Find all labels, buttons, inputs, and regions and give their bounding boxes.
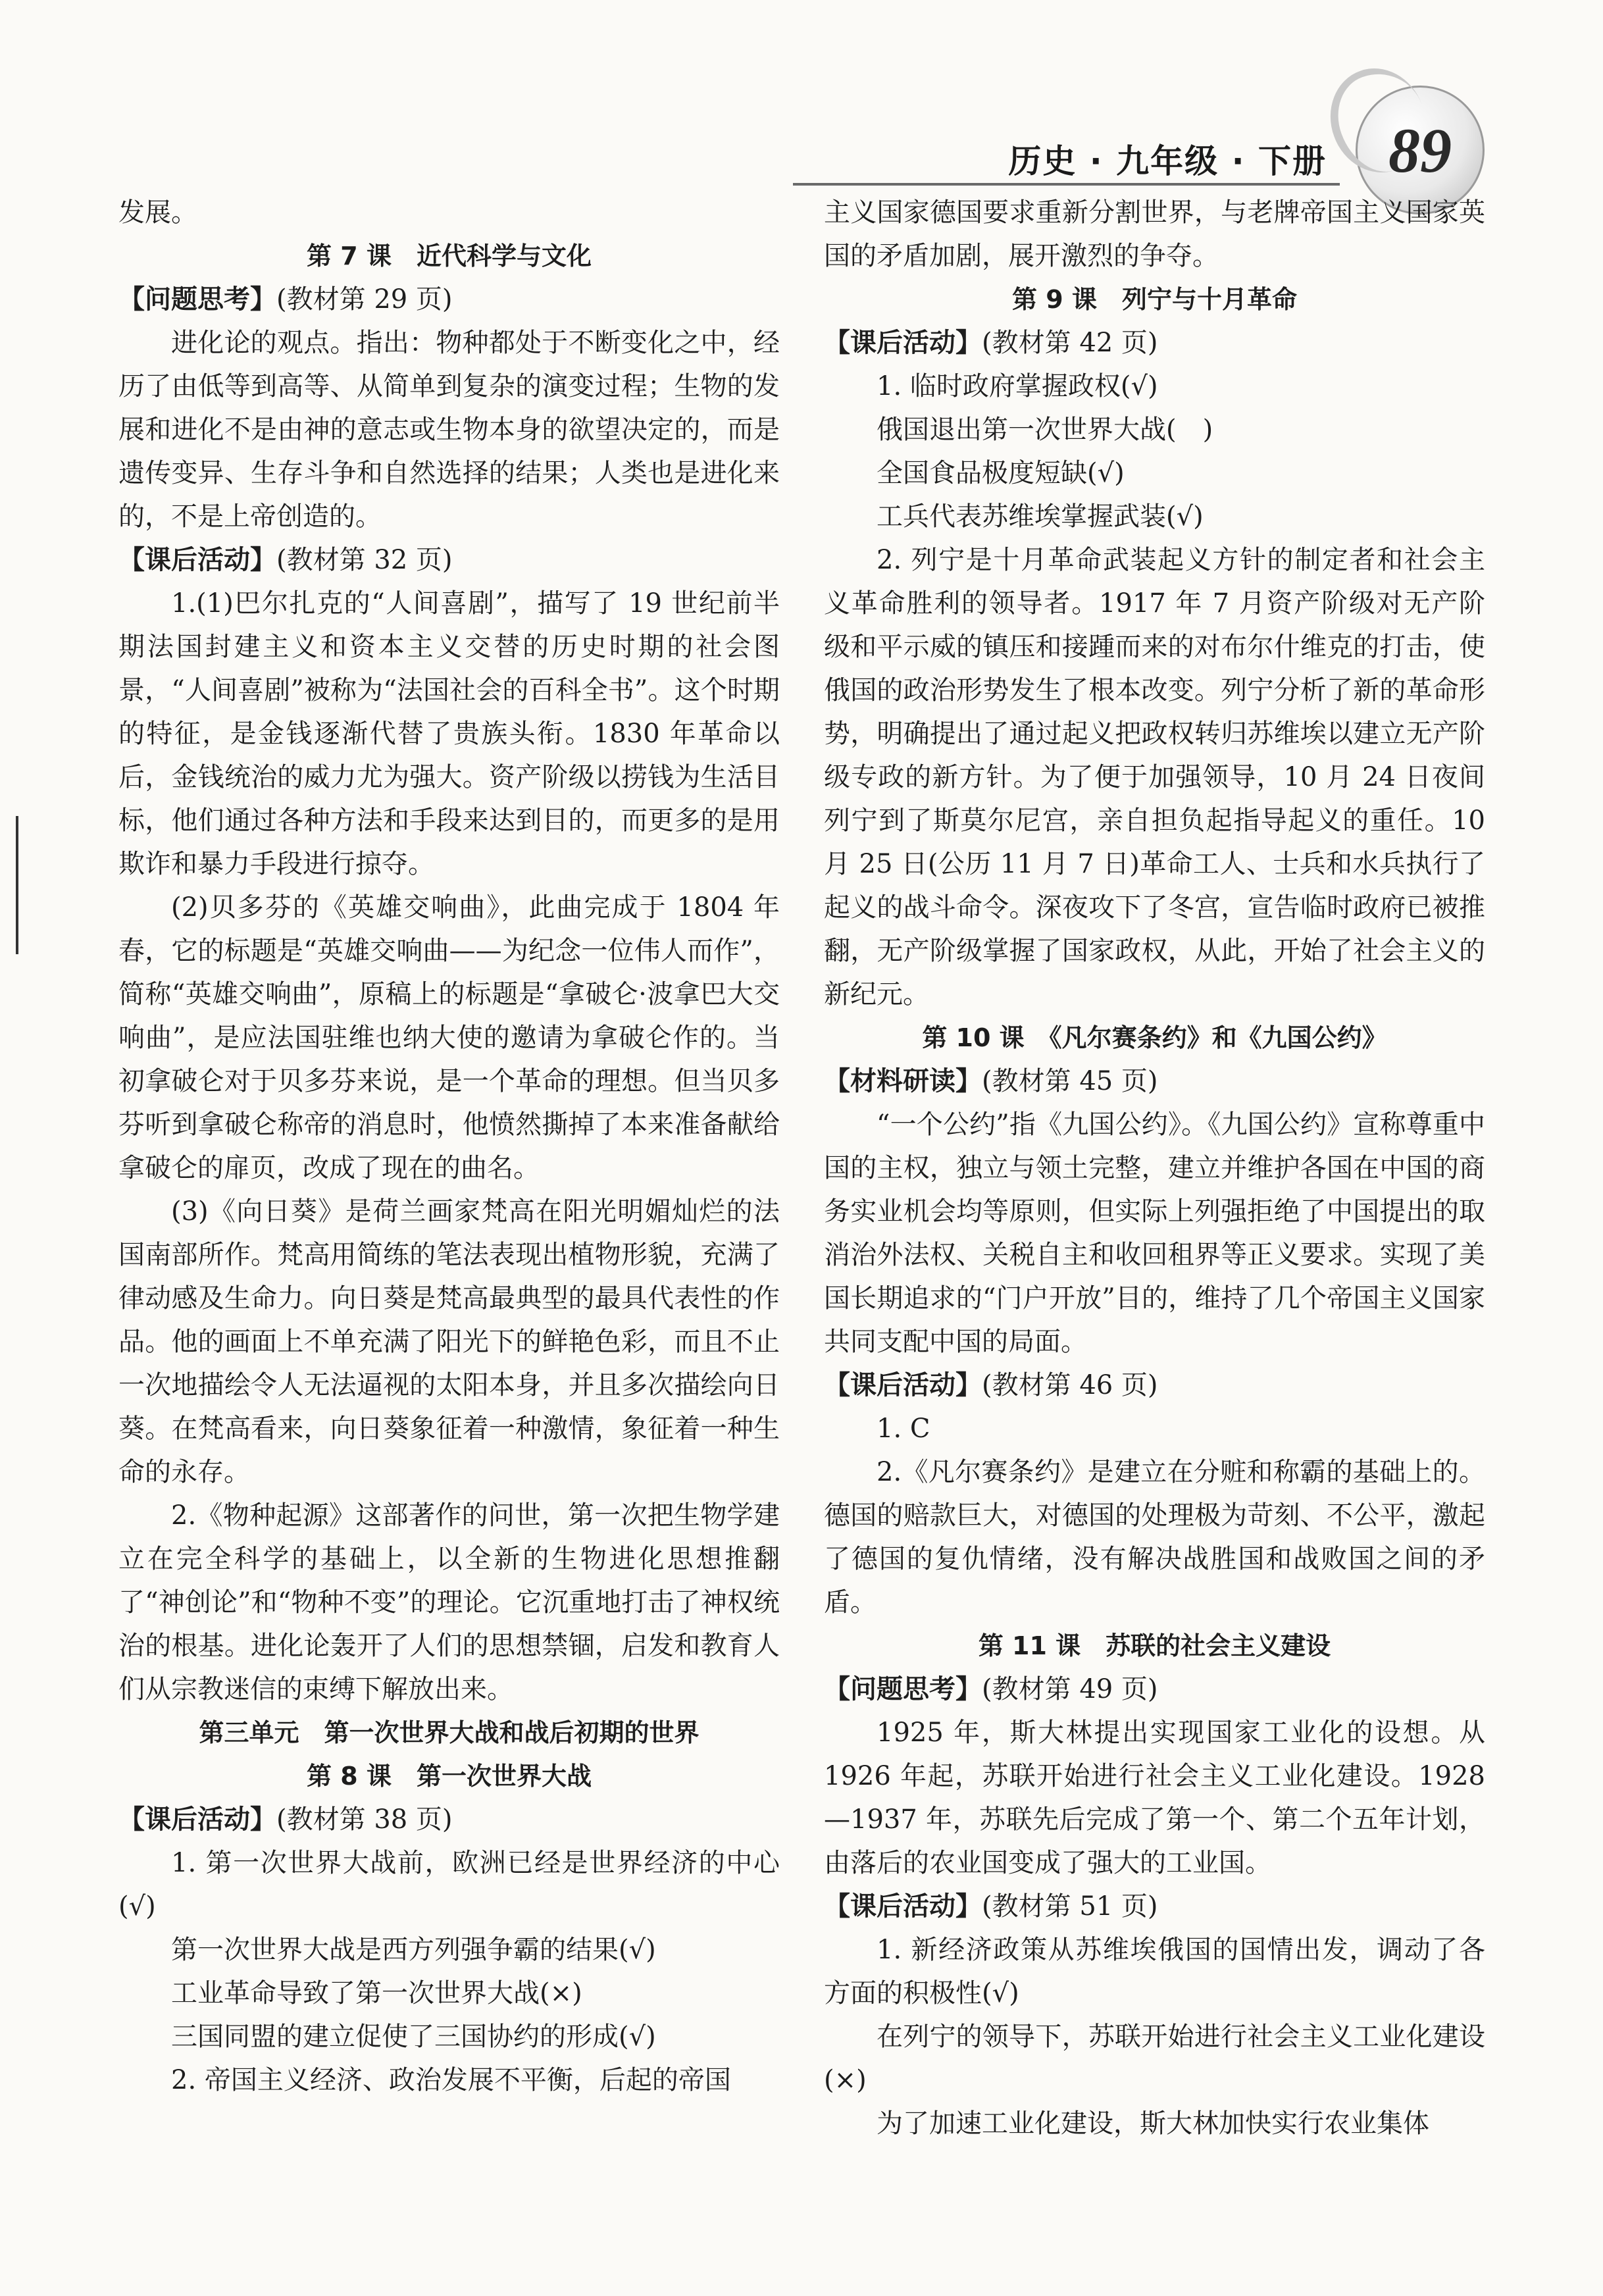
lesson-title: 第 8 课 第一次世界大战 bbox=[307, 1762, 592, 1791]
section-tag: 【课后活动】 bbox=[824, 1370, 982, 1400]
page-header bbox=[0, 0, 1603, 191]
section-ref: (教材第 45 页) bbox=[982, 1066, 1158, 1096]
section-ref: (教材第 51 页) bbox=[982, 1891, 1158, 1922]
lesson-title: 第 10 课 《凡尔赛条约》和《九国公约》 bbox=[922, 1023, 1387, 1052]
section-heading bbox=[118, 1798, 780, 1841]
section-heading bbox=[824, 321, 1485, 365]
section-heading bbox=[824, 1885, 1485, 1928]
section-ref: (教材第 46 页) bbox=[982, 1370, 1158, 1400]
paragraph: 2. 帝国主义经济、政治发展不平衡，后起的帝国 bbox=[171, 2065, 731, 2095]
paragraph: 俄国退出第一次世界大战( ) bbox=[877, 415, 1213, 445]
section-ref: (教材第 29 页) bbox=[276, 284, 453, 315]
section-heading bbox=[118, 538, 780, 582]
paragraph: 2.《物种起源》这部著作的问世，第一次把生物学建立在完全科学的基础上，以全新的生物进化思想推翻了“神创论”和“物种不变”的理论。它沉重地打击了神权统治的根基。进化论轰开了人们的思想禁锢，启发和教育人们从宗教迷信的束缚下解放出来。 bbox=[118, 1500, 780, 1704]
lesson-title: 第 9 课 列宁与十月革命 bbox=[1012, 285, 1297, 314]
section-tag: 【课后活动】 bbox=[118, 545, 276, 575]
paragraph: 1.(1)巴尔扎克的“人间喜剧”，描写了 19 世纪前半期法国封建主义和资本主义交替的历史时期的社会图景，“人间喜剧”被称为“法国社会的百科全书”。这个时期的特征，是金钱逐渐代替了贵族头衔。1830 年革命以后，金钱统治的威力尤为强大。资产阶级以捞钱为生活目标，他们通过各种方法和手段来达到目的，而更多的是用欺诈和暴力手段进行掠夺。 bbox=[118, 588, 780, 879]
paragraph: (3)《向日葵》是荷兰画家梵高在阳光明媚灿烂的法国南部所作。梵高用简练的笔法表现出植物形貌，充满了律动感及生命力。向日葵是梵高最典型的最具代表性的作品。他的画面上不单充满了阳光下的鲜艳色彩，而且不止一次地描绘令人无法逼视的太阳本身，并且多次描绘向日葵。在梵高看来，向日葵象征着一种激情，象征着一种生命的永存。 bbox=[118, 1196, 780, 1487]
section-ref: (教材第 38 页) bbox=[276, 1804, 453, 1835]
paragraph: 全国食品极度短缺(√) bbox=[877, 458, 1125, 488]
section-ref: (教材第 42 页) bbox=[982, 328, 1158, 358]
paragraph: 主义国家德国要求重新分割世界，与老牌帝国主义国家英国的矛盾加剧，展开激烈的争夺。 bbox=[824, 197, 1485, 271]
paragraph: 在列宁的领导下，苏联开始进行社会主义工业化建设(×) bbox=[824, 2022, 1485, 2095]
section-tag: 【课后活动】 bbox=[824, 1891, 982, 1922]
paragraph: 2.《凡尔赛条约》是建立在分赃和称霸的基础上的。德国的赔款巨大，对德国的处理极为苛刻、不公平，激起了德国的复仇情绪，没有解决战胜国和战败国之间的矛盾。 bbox=[824, 1457, 1485, 1618]
book-title: 历史 · 九年级 · 下册 bbox=[1008, 142, 1327, 180]
section-heading bbox=[118, 278, 780, 321]
paragraph: 1. 新经济政策从苏维埃俄国的国情出发，调动了各方面的积极性(√) bbox=[824, 1935, 1485, 2008]
paragraph: 为了加速工业化建设，斯大林加快实行农业集体 bbox=[877, 2108, 1429, 2139]
right-column bbox=[824, 191, 1485, 2145]
margin-mark bbox=[16, 816, 18, 954]
paragraph: 工业革命导致了第一次世界大战(×) bbox=[171, 1978, 582, 2008]
section-tag: 【问题思考】 bbox=[118, 284, 276, 315]
section-tag: 【课后活动】 bbox=[824, 328, 982, 358]
paragraph: 1925 年，斯大林提出实现国家工业化的设想。从 1926 年起，苏联开始进行社会主义工业化建设。1928—1937 年，苏联先后完成了第一个、第二个五年计划，由落后的农业国变成了强大的工业国。 bbox=[824, 1718, 1485, 1878]
paragraph: “一个公约”指《九国公约》。《九国公约》宣称尊重中国的主权，独立与领土完整，建立并维护各国在中国的商务实业机会均等原则，但实际上列强拒绝了中国提出的取消治外法权、关税自主和收回租界等正义要求。实现了美国长期追求的“门户开放”目的，维持了几个帝国主义国家共同支配中国的局面。 bbox=[824, 1110, 1485, 1357]
paragraph: 发展。 bbox=[118, 197, 197, 228]
section-tag: 【问题思考】 bbox=[824, 1674, 982, 1704]
paragraph: 2. 列宁是十月革命武装起义方针的制定者和社会主义革命胜利的领导者。1917 年 7 月资产阶级对无产阶级和平示威的镇压和接踵而来的对布尔什维克的打击，使俄国的政治形势发生了根本改变。列宁分析了新的革命形势，明确提出了通过起义把政权转归苏维埃以建立无产阶级专政的新方针。为了便于加强领导，10 月 24 日夜间列宁到了斯莫尔尼宫，亲自担负起指导起义的重任。10 月 25 日(公历 11 月 7 日)革命工人、士兵和水兵执行了起义的战斗命令。深夜攻下了冬宫，宣告临时政府已被推翻，无产阶级掌握了国家政权，从此，开始了社会主义的新纪元。 bbox=[824, 545, 1485, 1009]
unit-title: 第三单元 第一次世界大战和战后初期的世界 bbox=[199, 1718, 700, 1747]
header-divider bbox=[793, 183, 1340, 186]
paragraph: 三国同盟的建立促使了三国协约的形成(√) bbox=[171, 2022, 656, 2052]
section-ref: (教材第 32 页) bbox=[276, 545, 453, 575]
section-tag: 【材料研读】 bbox=[824, 1066, 982, 1096]
section-heading bbox=[824, 1364, 1485, 1407]
section-ref: (教材第 49 页) bbox=[982, 1674, 1158, 1704]
lesson-title: 第 7 课 近代科学与文化 bbox=[307, 242, 592, 270]
paragraph: 1. C bbox=[877, 1414, 930, 1444]
paragraph: 1. 临时政府掌握政权(√) bbox=[877, 371, 1158, 401]
left-column bbox=[118, 191, 780, 2102]
page-number: 89 bbox=[1388, 115, 1452, 186]
section-heading bbox=[824, 1668, 1485, 1711]
section-tag: 【课后活动】 bbox=[118, 1804, 276, 1835]
paragraph: 第一次世界大战是西方列强争霸的结果(√) bbox=[171, 1935, 656, 1965]
section-heading bbox=[824, 1059, 1485, 1103]
paragraph: 工兵代表苏维埃掌握武装(√) bbox=[877, 501, 1204, 532]
paragraph: 进化论的观点。指出：物种都处于不断变化之中，经历了由低等到高等、从简单到复杂的演变过程；生物的发展和进化不是由神的意志或生物本身的欲望决定的，而是遗传变异、生存斗争和自然选择的结果；人类也是进化来的，不是上帝创造的。 bbox=[118, 328, 780, 532]
lesson-title: 第 11 课 苏联的社会主义建设 bbox=[978, 1631, 1331, 1660]
paragraph: 1. 第一次世界大战前，欧洲已经是世界经济的中心(√) bbox=[118, 1848, 780, 1922]
paragraph: (2)贝多芬的《英雄交响曲》，此曲完成于 1804 年春，它的标题是“英雄交响曲——为纪念一位伟人而作”，简称“英雄交响曲”，原稿上的标题是“拿破仑·波拿巴大交响曲”，是应法国驻维也纳大使的邀请为拿破仑作的。当初拿破仑对于贝多芬来说，是一个革命的理想。但当贝多芬听到拿破仑称帝的消息时，他愤然撕掉了本来准备献给拿破仑的扉页，改成了现在的曲名。 bbox=[118, 892, 780, 1183]
